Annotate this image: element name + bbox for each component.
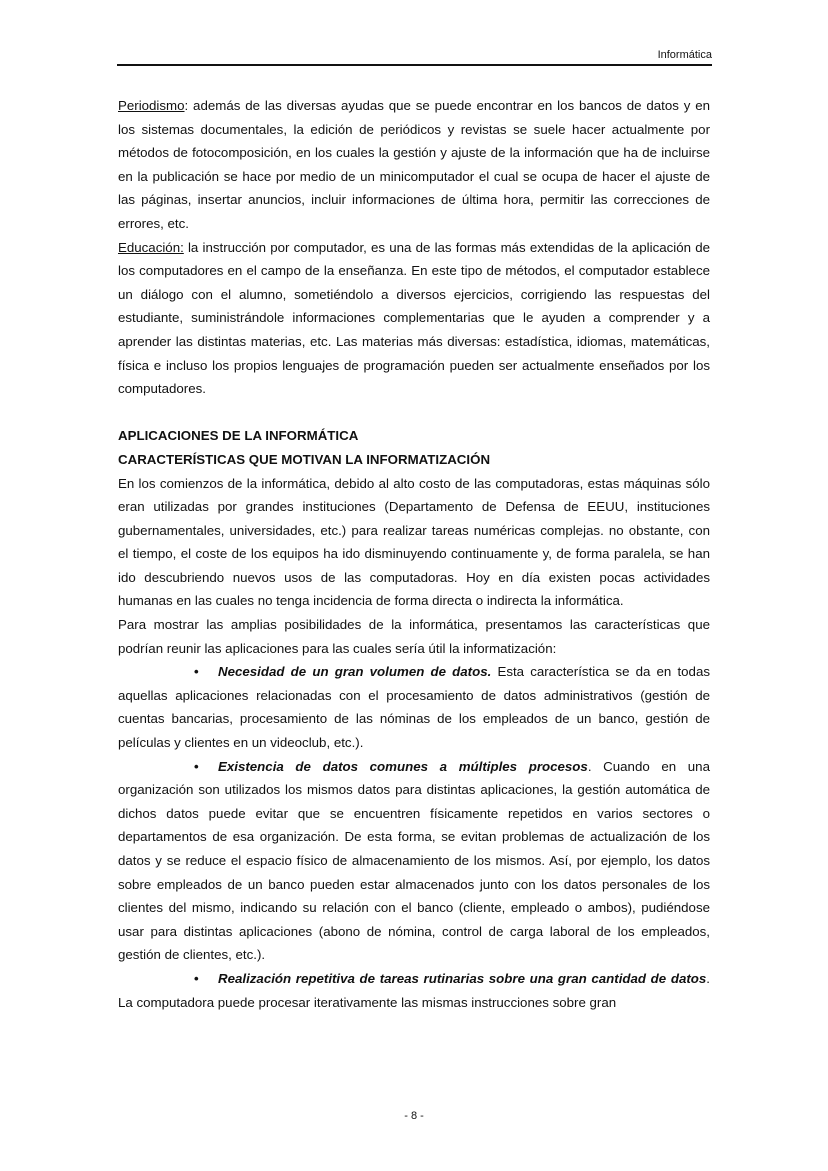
term-educacion: Educación: <box>118 239 184 255</box>
bullet-title: Necesidad de un gran volumen de datos. <box>218 664 492 680</box>
paragraph-periodismo <box>118 94 710 236</box>
bullet-item <box>118 660 710 754</box>
page-number: - 8 - <box>404 1110 424 1122</box>
heading-caracteristicas: CARACTERÍSTICAS QUE MOTIVAN LA INFORMATIZACIÓN <box>118 451 491 467</box>
paragraph-mostrar: Para mostrar las amplias posibilidades de la informática, presentamos las características que podrían reunir las aplicaciones para las cuales sería útil la informatización: <box>118 617 710 656</box>
bullet-text: . La computadora puede procesar iterativamente las mismas instrucciones sobre gran <box>118 970 710 1010</box>
running-header: Informática <box>657 49 712 61</box>
header-rule <box>117 64 712 66</box>
bullet-text: . Cuando en una organización son utilizados los mismos datos para distintas aplicaciones, la gestión automática de dichos datos puede evitar que se encuentren físicamente repetidos en varios sectores o departamentos de esa organización. De esta forma, se evitan problemas de actualización de los datos y se reduce el espacio físico de almacenamiento de los mismos. Así, por ejemplo, los datos sobre empleados de un banco pueden estar almacenados junto con los datos personales de los clientes del mismo, indicando su relación con el banco (cliente, empleado o ambos), pudiéndose usar para distintas aplicaciones (abono de nómina, control de carga laboral de los empleados, gestión de clientes, etc.). <box>118 758 710 963</box>
paragraph-text: : además de las diversas ayudas que se puede encontrar en los bancos de datos y en los sistemas documentales, la edición de periódicos y revistas se suele hacer actualmente por métodos de fotocomposición, en los cuales la gestión y ajuste de la información que ha de incluirse en la publicación se hace por medio de un minicomputador el cual se ocupa de hacer el ajuste de las páginas, insertar anuncios, incluir informaciones de última hora, permitir las correcciones de errores, etc. <box>118 98 710 231</box>
bullet-icon: • <box>194 758 199 774</box>
bullet-icon: • <box>194 664 199 680</box>
heading-aplicaciones: APLICACIONES DE LA INFORMÁTICA <box>118 428 359 444</box>
paragraph-educacion <box>118 236 710 401</box>
document-body <box>118 94 710 1014</box>
bullet-title: Realización repetitiva de tareas rutinarias sobre una gran cantidad de datos <box>218 970 707 986</box>
paragraph-text: la instrucción por computador, es una de las formas más extendidas de la aplicación de los computadores en el campo de la enseñanza. En este tipo de métodos, el computador establece un diálogo con el alumno, sometiéndolo a diversos ejercicios, corrigiendo las respuestas del estudiante, suministrándole informaciones complementarias que le ayuden a comprender y a aprender las distintas materias, etc. Las materias más diversas: estadística, idiomas, matemáticas, física e incluso los propios lenguajes de programación pueden ser actualmente enseñados por los computadores. <box>118 239 710 397</box>
bullet-item <box>118 967 710 1014</box>
bullet-item <box>118 755 710 967</box>
term-periodismo: Periodismo <box>118 98 185 113</box>
bullet-title: Existencia de datos comunes a múltiples procesos <box>218 758 588 774</box>
bullet-text: Esta característica se da en todas aquellas aplicaciones relacionadas con el procesamiento de datos administrativos (gestión de cuentas bancarias, procesamiento de las nóminas de los empleados de un banco, gestión de películas y clientes en un videoclub, etc.). <box>118 664 710 751</box>
paragraph-comienzos: En los comienzos de la informática, debido al alto costo de las computadoras, estas máquinas sólo eran utilizadas por grandes instituciones (Departamento de Defensa de EEUU, instituciones gubernamentales, universidades, etc.) para realizar tareas numéricas complejas. no obstante, con el tiempo, el coste de los equipos ha ido disminuyendo continuamente y, de forma paralela, se han ido descubriendo nuevos usos de las computadoras. Hoy en día existen pocas actividades humanas en las cuales no tenga incidencia de forma directa o indirecta la informática. <box>118 475 710 609</box>
bullet-icon: • <box>194 970 199 986</box>
blank-line <box>118 401 710 425</box>
